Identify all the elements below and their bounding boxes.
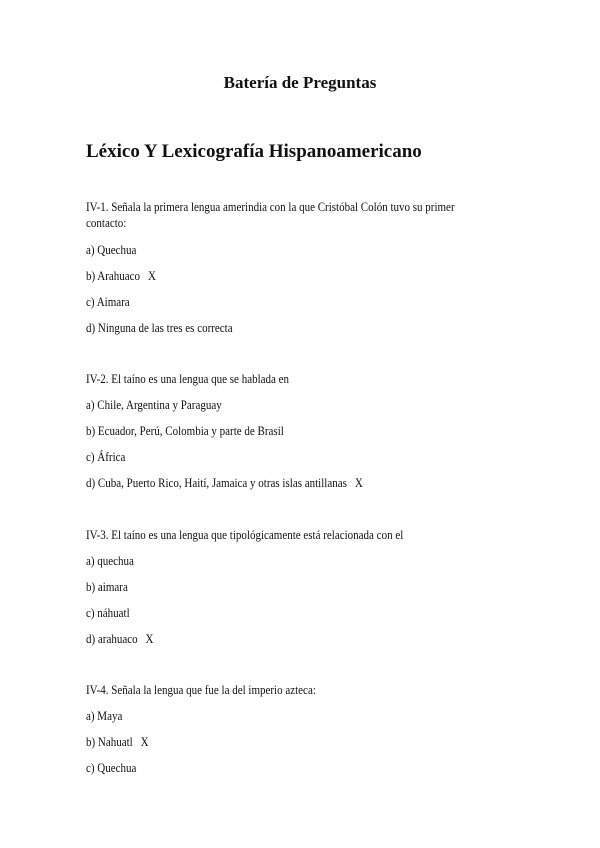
option-d bbox=[86, 475, 456, 491]
option-d bbox=[86, 631, 456, 647]
option-a bbox=[86, 397, 456, 413]
option-label: c) Quechua bbox=[86, 761, 137, 775]
option-label: b) Arahuaco bbox=[86, 269, 141, 283]
option-label: b) Nahuatl bbox=[86, 735, 133, 749]
question-iv-3 bbox=[86, 527, 456, 647]
question-stem: IV-2. El taíno es una lengua que se hablada en bbox=[86, 372, 290, 386]
answer-mark: X bbox=[145, 632, 154, 646]
option-a bbox=[86, 242, 456, 258]
option-label: a) Chile, Argentina y Paraguay bbox=[86, 398, 222, 412]
option-label: d) Cuba, Puerto Rico, Haití, Jamaica y otras islas antillanas bbox=[86, 476, 347, 490]
option-a bbox=[86, 553, 456, 569]
option-label: a) quechua bbox=[86, 554, 134, 568]
option-label: a) Quechua bbox=[86, 243, 137, 257]
answer-mark: X bbox=[354, 476, 363, 490]
option-label: b) aimara bbox=[86, 580, 128, 594]
option-label: b) Ecuador, Perú, Colombia y parte de Brasil bbox=[86, 424, 284, 438]
page-title: Batería de Preguntas bbox=[223, 73, 377, 92]
option-c bbox=[86, 294, 456, 310]
option-label: c) náhuatl bbox=[86, 606, 130, 620]
question-iv-2 bbox=[86, 371, 456, 491]
option-a bbox=[86, 708, 456, 724]
section-title: Léxico Y Lexicografía Hispanoamericano bbox=[86, 141, 422, 162]
question-stem: IV-3. El taíno es una lengua que tipológicamente está relacionada con el bbox=[86, 528, 404, 542]
option-b bbox=[86, 734, 456, 750]
question-stem: IV-1. Señala la primera lengua amerindia con la que Cristóbal Colón tuvo su primer contacto: bbox=[86, 200, 455, 230]
question-iv-4 bbox=[86, 682, 456, 776]
option-label: a) Maya bbox=[86, 709, 123, 723]
question-iv-1 bbox=[86, 199, 456, 336]
option-d bbox=[86, 320, 456, 336]
option-c bbox=[86, 449, 456, 465]
answer-mark: X bbox=[140, 735, 149, 749]
option-c bbox=[86, 605, 456, 621]
answer-mark: X bbox=[147, 269, 156, 283]
option-label: c) África bbox=[86, 450, 126, 464]
option-b bbox=[86, 579, 456, 595]
option-c bbox=[86, 760, 456, 776]
option-b bbox=[86, 268, 456, 284]
question-stem: IV-4. Señala la lengua que fue la del imperio azteca: bbox=[86, 683, 316, 697]
option-label: d) arahuaco bbox=[86, 632, 138, 646]
option-label: c) Aimara bbox=[86, 295, 130, 309]
option-label: d) Ninguna de las tres es correcta bbox=[86, 321, 233, 335]
option-b bbox=[86, 423, 456, 439]
